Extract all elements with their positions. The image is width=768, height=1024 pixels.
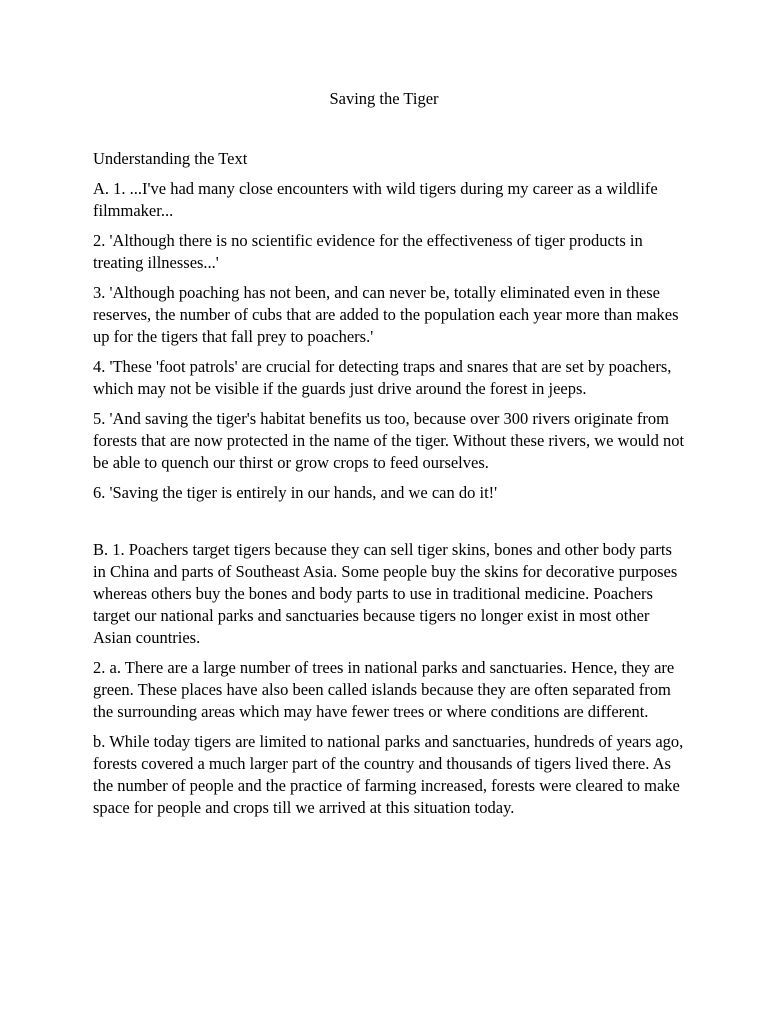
answer-a2: 2. 'Although there is no scientific evidence for the effectiveness of tiger products in treating illnesses...'	[93, 231, 643, 272]
answer-b2a: 2. a. There are a large number of trees in national parks and sanctuaries. Hence, they are green. These places have also been called islands because they are often separated from the surrounding areas which may have fewer trees or where conditions are different.	[93, 658, 675, 721]
document-body	[93, 148, 685, 827]
answer-a4: 4. 'These 'foot patrols' are crucial for detecting traps and snares that are set by poachers, which may not be visible if the guards just drive around the forest in jeeps.	[93, 357, 672, 398]
answer-a6: 6. 'Saving the tiger is entirely in our hands, and we can do it!'	[93, 483, 498, 502]
answer-b1: B. 1. Poachers target tigers because they can sell tiger skins, bones and other body parts in China and parts of Southeast Asia. Some people buy the skins for decorative purposes whereas others buy the bones and body parts to use in traditional medicine. Poachers target our national parks and sanctuaries because tigers no longer exist in most other Asian countries.	[93, 540, 678, 647]
answer-a1: A. 1. ...I've had many close encounters with wild tigers during my career as a wildlife filmmaker...	[93, 179, 658, 220]
answer-a3: 3. 'Although poaching has not been, and can never be, totally eliminated even in these reserves, the number of cubs that are added to the population each year more than makes up for the tigers that fall prey to poachers.'	[93, 283, 679, 346]
section-heading: Understanding the Text	[93, 149, 248, 168]
section-spacer	[93, 512, 685, 539]
answer-a5: 5. 'And saving the tiger's habitat benefits us too, because over 300 rivers originate from forests that are now protected in the name of the tiger. Without these rivers, we would not be able to quench our thirst or grow crops to feed ourselves.	[93, 409, 685, 472]
page-title: Saving the Tiger	[329, 89, 439, 108]
answer-b2b: b. While today tigers are limited to national parks and sanctuaries, hundreds of years ago, forests covered a much larger part of the country and thousands of tigers lived there. As the number of people and the practice of farming increased, forests were cleared to make space for people and crops till we arrived at this situation today.	[93, 732, 684, 817]
